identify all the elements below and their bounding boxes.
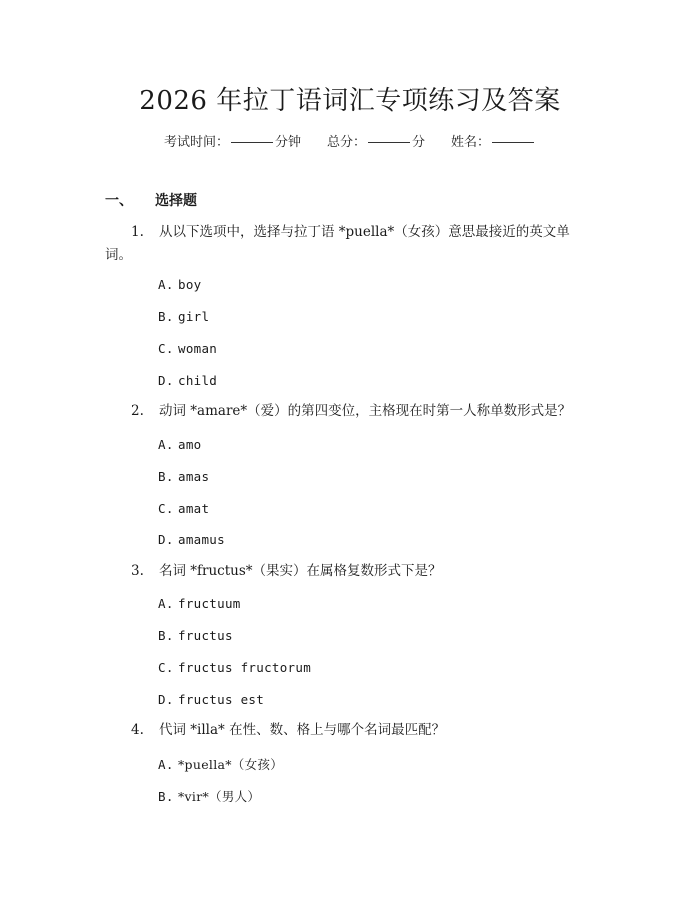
- question-2: [105, 400, 585, 423]
- option-4a[interactable]: [158, 755, 283, 773]
- option-2d[interactable]: [158, 532, 225, 547]
- option-1c[interactable]: [158, 341, 217, 356]
- question-1: [105, 221, 585, 267]
- question-text: 从以下选项中，选择与拉丁语 *puella*（女孩）意思最接近的英文单: [159, 224, 570, 240]
- option-text: *vir*（男人）: [178, 789, 261, 804]
- section-heading: [105, 190, 197, 210]
- exam-score-blank[interactable]: [368, 142, 410, 143]
- exam-time-unit: 分钟: [274, 135, 301, 150]
- page-title: 2026 年拉丁语词汇专项练习及答案: [139, 86, 561, 116]
- option-text: fructuum: [178, 596, 241, 611]
- student-name-label: 姓名：: [451, 135, 491, 150]
- option-text: girl: [178, 309, 210, 324]
- question-4: [105, 719, 585, 742]
- question-3: [105, 560, 585, 583]
- option-letter: D.: [158, 532, 174, 547]
- option-text: fructus: [178, 628, 233, 643]
- option-text: boy: [178, 277, 202, 292]
- exam-meta: [0, 131, 700, 150]
- option-2c[interactable]: [158, 501, 209, 516]
- question-number: 2.: [131, 403, 144, 419]
- option-text: child: [178, 373, 218, 388]
- option-letter: C.: [158, 341, 174, 356]
- option-4b[interactable]: [158, 787, 260, 805]
- question-number: 3.: [131, 563, 144, 579]
- student-name-blank[interactable]: [492, 142, 534, 143]
- option-letter: B.: [158, 309, 174, 324]
- section-number: 一、: [105, 193, 133, 209]
- option-3b[interactable]: [158, 628, 233, 643]
- option-1a[interactable]: [158, 277, 201, 292]
- option-letter: B.: [158, 628, 174, 643]
- option-2a[interactable]: [158, 437, 201, 452]
- exam-score-unit: 分: [412, 135, 426, 150]
- option-1d[interactable]: [158, 373, 217, 388]
- option-letter: B.: [158, 469, 174, 484]
- exam-time: [164, 131, 301, 150]
- student-name: [451, 131, 536, 150]
- option-text: amo: [178, 437, 202, 452]
- option-letter: A.: [158, 277, 174, 292]
- question-number: 1.: [131, 224, 144, 240]
- exam-score-label: 总分：: [326, 135, 366, 150]
- option-letter: A.: [158, 437, 174, 452]
- option-text: fructus est: [178, 692, 265, 707]
- option-text: fructus fructorum: [178, 660, 312, 675]
- option-letter: B.: [158, 789, 174, 804]
- option-3a[interactable]: [158, 596, 241, 611]
- option-3c[interactable]: [158, 660, 311, 675]
- option-text: amamus: [178, 532, 225, 547]
- section-title: 选择题: [155, 193, 197, 209]
- question-text-continued: 词。: [105, 247, 132, 263]
- option-text: woman: [178, 341, 218, 356]
- option-letter: C.: [158, 501, 174, 516]
- exam-time-blank[interactable]: [231, 142, 273, 143]
- option-3d[interactable]: [158, 692, 264, 707]
- option-text: *puella*（女孩）: [178, 757, 283, 772]
- question-number: 4.: [131, 722, 144, 738]
- option-text: amat: [178, 501, 210, 516]
- exam-score: [327, 131, 425, 150]
- option-letter: C.: [158, 660, 174, 675]
- exam-time-label: 考试时间：: [163, 135, 229, 150]
- option-letter: A.: [158, 757, 174, 772]
- option-1b[interactable]: [158, 309, 209, 324]
- question-text: 名词 *fructus*（果实）在属格复数形式下是？: [159, 563, 442, 579]
- option-2b[interactable]: [158, 469, 209, 484]
- option-text: amas: [178, 469, 210, 484]
- option-letter: D.: [158, 692, 174, 707]
- option-letter: A.: [158, 596, 174, 611]
- option-letter: D.: [158, 373, 174, 388]
- question-text: 代词 *illa* 在性、数、格上与哪个名词最匹配？: [159, 722, 446, 738]
- question-text: 动词 *amare*（爱）的第四变位，主格现在时第一人称单数形式是？: [159, 403, 572, 419]
